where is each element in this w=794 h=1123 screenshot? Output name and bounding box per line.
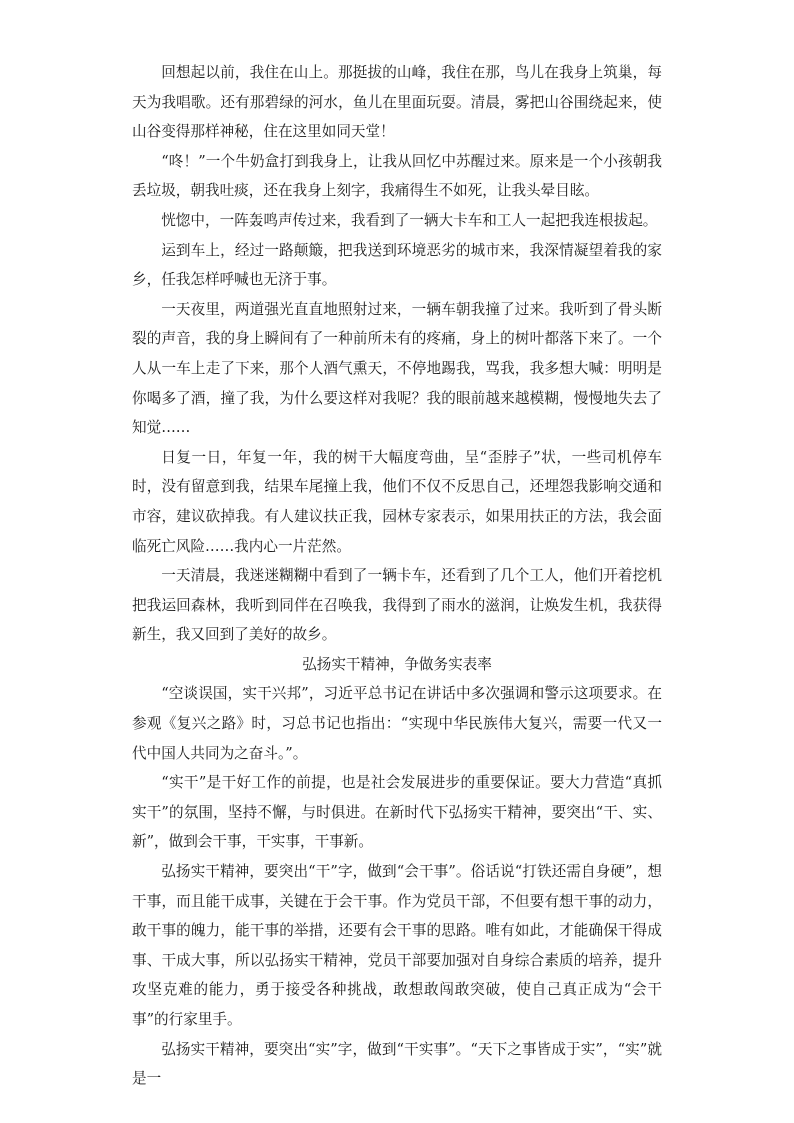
essay-paragraph-1: “空谈误国，实干兴邦”，习近平总书记在讲话中多次强调和警示这项要求。在参观《复兴之路》时，习总书记也指出：“实现中华民族伟大复兴，需要一代又一代中国人共同为之奋斗。”。 [132, 685, 662, 762]
essay-paragraph-3: 弘扬实干精神，要突出“干”字，做到“会干事”。俗话说“打铁还需自身硬”，想干事，而且能干成事，关键在于会干事。作为党员干部，不但要有想干事的动力，敢干事的魄力，能干事的举措，还要有会干事的思路。唯有如此，才能确保干得成事、干成大事，所以弘扬实干精神，党员干部要加强对自身综合素质的培养，提升攻坚克难的能力，勇于接受各种挑战，敢想敢闯敢突破，使自己真正成为“会干事”的行家里手。 [132, 863, 662, 1028]
essay-title: 弘扬实干精神，争做务实表率 [302, 655, 492, 673]
story-paragraph-7: 一天清晨，我迷迷糊糊中看到了一辆卡车，还看到了几个工人，他们开着挖机把我运回森林，我听到同伴在召唤我，我得到了雨水的滋润，让焕发生机，我获得新生，我又回到了美好的故乡。 [132, 567, 662, 644]
story-paragraph-5: 一天夜里，两道强光直直地照射过来，一辆车朝我撞了过来。我听到了骨头断裂的声音，我的身上瞬间有了一种前所未有的疼痛，身上的树叶都落下来了。一个人从一车上走了下来，那个人酒气熏天，不停地踢我，骂我，我多想大喊：明明是你喝多了酒，撞了我，为什么要这样对我呢？我的眼前越来越模糊，慢慢地失去了知觉…… [132, 300, 662, 437]
essay-paragraph-4: 弘扬实干精神，要突出“实”字，做到“干实事”。“天下之事皆成于实”，“实”就是一 [132, 1040, 662, 1088]
essay-paragraph-2: “实干”是干好工作的前提，也是社会发展进步的重要保证。要大力营造“真抓实干”的氛围，坚持不懈，与时俱进。在新时代下弘扬实干精神，要突出“干、实、新”，做到会干事，干实事，干事新。 [132, 774, 662, 851]
story-paragraph-1: 回想起以前，我住在山上。那挺拔的山峰，我住在那，鸟儿在我身上筑巢，每天为我唱歌。还有那碧绿的河水，鱼儿在里面玩耍。清晨，雾把山谷围绕起来，使山谷变得那样神秘，住在这里如同天堂！ [132, 64, 662, 141]
story-paragraph-4: 运到车上，经过一路颠簸，把我送到环境恶劣的城市来，我深情凝望着我的家乡，任我怎样呼喊也无济于事。 [132, 241, 662, 289]
story-paragraph-6: 日复一日，年复一年，我的树干大幅度弯曲，呈“歪脖子”状，一些司机停车时，没有留意到我，结果车尾撞上我，他们不仅不反思自己，还埋怨我影响交通和市容，建议砍掉我。有人建议扶正我，园林专家表示，如果用扶正的方法，我会面临死亡风险……我内心一片茫然。 [132, 448, 662, 555]
document-body [132, 58, 662, 1094]
story-paragraph-2: “咚！”一个牛奶盒打到我身上，让我从回忆中苏醒过来。原来是一个小孩朝我丢垃圾，朝我吐痰，还在我身上刻字，我痛得生不如死，让我头晕目眩。 [132, 152, 662, 200]
story-paragraph-3: 恍惚中，一阵轰鸣声传过来，我看到了一辆大卡车和工人一起把我连根拔起。 [161, 211, 658, 229]
